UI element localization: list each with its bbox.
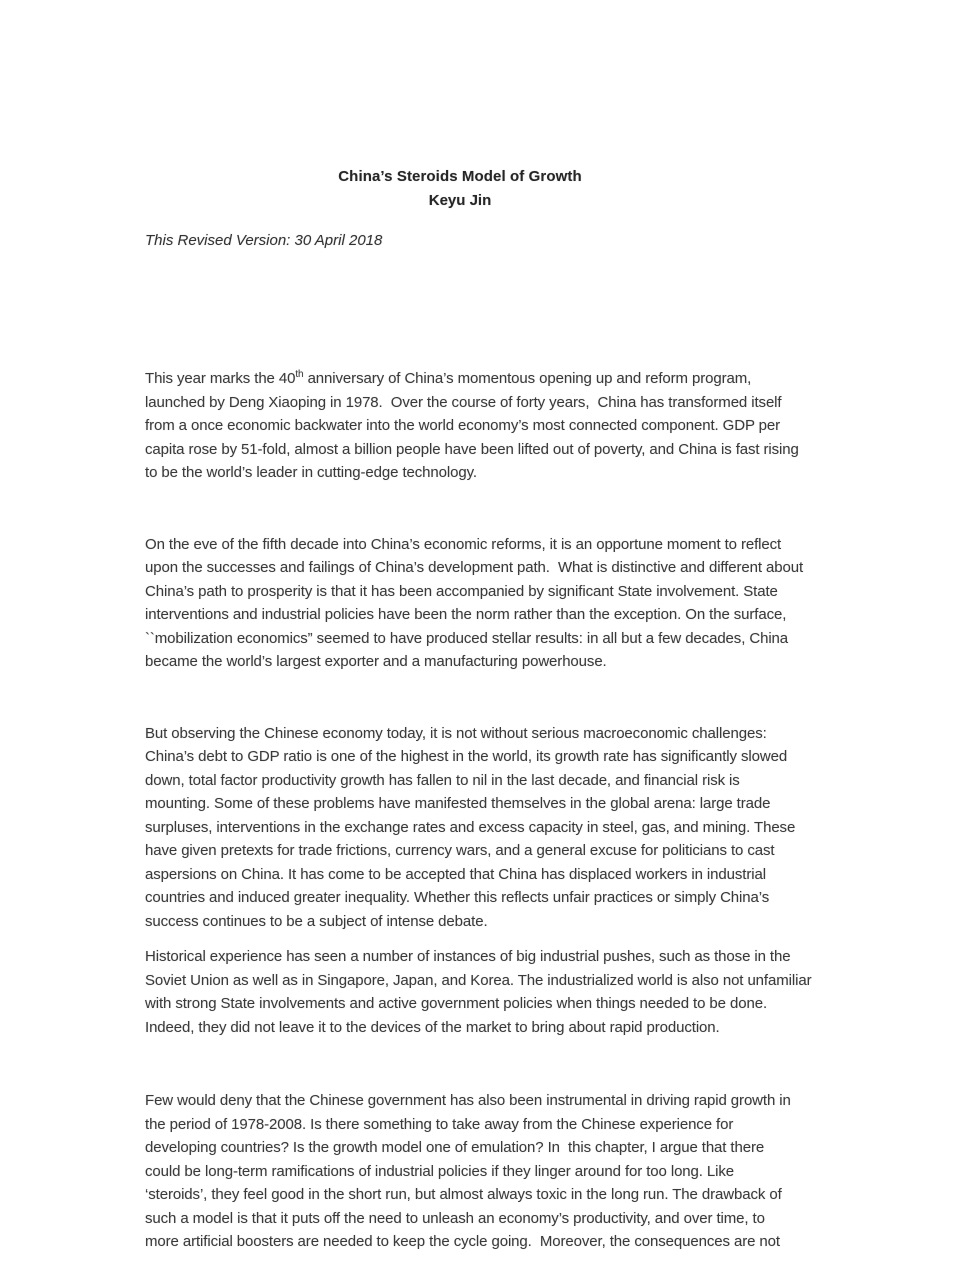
paragraph-4: Historical experience has seen a number of instances of big industrial pushes, such as those in the Soviet Union as well as in Singapore, Japan, and Korea. The industrialized world is also not unfamiliar with strong State involvements and active government policies when things needed to be done. Indeed, they did not leave it to the devices of the market to bring about rapid production. (145, 948, 812, 1036)
paragraph-1-body: launched by Deng Xiaoping in 1978. Over the course of forty years, China has transformed itself from a once economic backwater into the world economy’s most connected component. GDP per capita rose by 51-fold, almost a billion people have been lifted out of poverty, and China is fast rising to be the world’s leader in cutting-edge technology. (145, 393, 799, 481)
paragraph-1-lead-continued: anniversary of China’s momentous opening up and reform program, (303, 370, 752, 387)
paragraph-3: But observing the Chinese economy today, it is not without serious macroeconomic challenges: China’s debt to GDP ratio is one of the highest in the world, its growth rate has significantly slowed down, total factor productivity growth has fallen to nil in the last decade, and financial risk is mounting. Some of these problems have manifested themselves in the global arena: large trade surpluses, interventions in the exchange rates and excess capacity in steel, gas, and mining. These have given pretexts for trade frictions, currency wars, and a general excuse for politicians to cast aspersions on China. It has come to be accepted that China has displaced workers in industrial countries and induced greater inequality. Whether this reflects unfair practices or simply China’s success continues to be a subject of intense debate. (145, 724, 796, 930)
document-page (0, 165, 960, 1280)
paragraph-5: Few would deny that the Chinese government has also been instrumental in driving rapid growth in the period of 1978-2008. Is there something to take away from the Chinese experience for developing countries? Is the growth model one of emulation? In this chapter, I argue that there could be long-term ramifications of industrial policies if they linger around for too long. Like ‘steroids’, they feel good in the short run, but almost always toxic in the long run. The drawback of such a model is that it puts off the need to unleash an economy’s productivity, and over time, to more artificial boosters are needed to keep the cycle going. Moreover, the consequences are not (145, 1092, 791, 1250)
revision-date-line: This Revised Version: 30 April 2018 (145, 232, 383, 249)
paragraph-1 (145, 367, 893, 485)
document-author: Keyu Jin (428, 192, 492, 209)
document-header (145, 165, 775, 213)
paragraph-2: On the eve of the fifth decade into China’s economic reforms, it is an opportune moment to reflect upon the successes and failings of China’s development path. What is distinctive and different about China’s path to prosperity is that it has been accompanied by significant State involvement. State interventions and industrial policies have been the norm rather than the exception. On the surface, ``mobilization economics” seemed to have produced stellar results: in all but a few decades, China became the world’s largest exporter and a manufacturing powerhouse. (145, 535, 804, 670)
ordinal-superscript: th (295, 369, 304, 380)
paragraph-1-lead: This year marks the 40 (145, 370, 296, 387)
page-title: China’s Steroids Model of Growth (338, 168, 582, 185)
